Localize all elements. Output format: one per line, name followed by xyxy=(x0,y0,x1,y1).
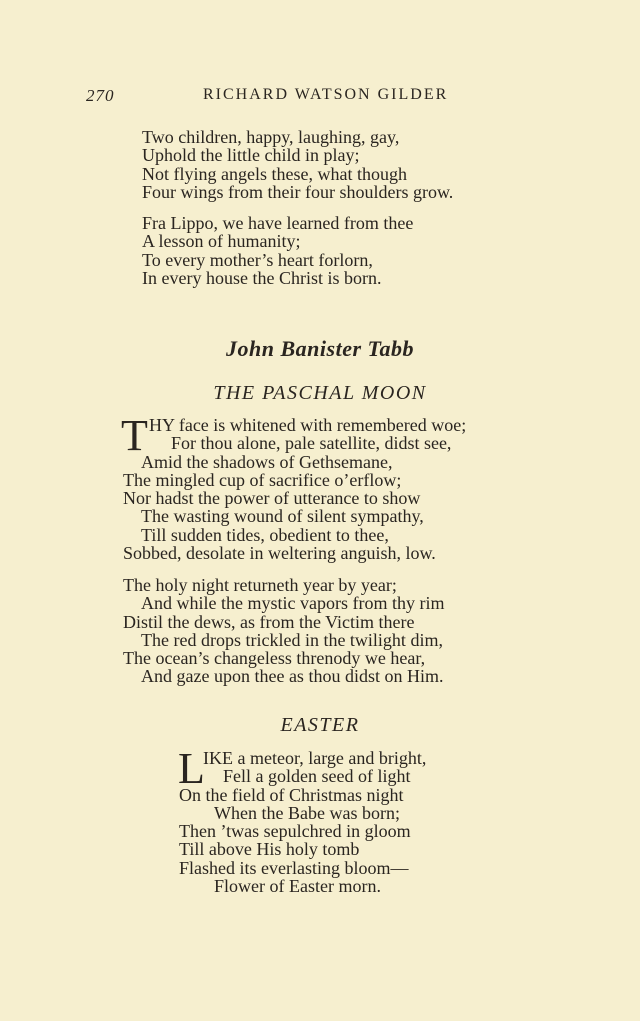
poem-line: The mingled cup of sacrifice o’erflow; xyxy=(123,469,402,490)
poem-line: The holy night returneth year by year; xyxy=(123,575,397,595)
drop-cap: T xyxy=(121,411,148,460)
page-number: 270 xyxy=(86,86,115,105)
poem-line: A lesson of humanity; xyxy=(142,231,301,252)
gilder-stanza-1 xyxy=(142,128,453,201)
poem-title-easter: EASTER xyxy=(280,714,360,736)
poem-line: Then ’twas sepulchred in gloom xyxy=(179,821,411,842)
poem-line: Distil the dews, as from the Victim there xyxy=(123,611,415,632)
poem-line: Nor hadst the power of utterance to show xyxy=(123,488,421,509)
poem-line: Sobbed, desolate in weltering anguish, low. xyxy=(123,543,436,564)
poem-line: Till above His holy tomb xyxy=(179,839,360,860)
poem-line: Not flying angels these, what though xyxy=(142,163,407,184)
poem-line: Amid the shadows of Gethsemane, xyxy=(141,451,393,472)
easter-stanza xyxy=(178,744,427,897)
poem-line: Fell a golden seed of light xyxy=(223,766,411,787)
drop-cap: L xyxy=(178,744,205,793)
poem-line: Fra Lippo, we have learned from thee xyxy=(142,213,414,233)
poem-line: And gaze upon thee as thou didst on Him. xyxy=(141,666,444,687)
paschal-stanza-1 xyxy=(121,411,467,564)
running-head: RICHARD WATSON GILDER xyxy=(203,86,449,103)
poem-line: The wasting wound of silent sympathy, xyxy=(141,506,424,527)
poem-line: To every mother’s heart forlorn, xyxy=(142,249,373,270)
poem-line: Flower of Easter morn. xyxy=(214,876,381,897)
poem-line: When the Babe was born; xyxy=(214,802,400,823)
poem-line: IKE a meteor, large and bright, xyxy=(203,748,427,768)
gilder-stanza-2 xyxy=(142,214,413,287)
poem-line: In every house the Christ is born. xyxy=(142,267,382,288)
poem-line: The ocean’s changeless threnody we hear, xyxy=(123,648,426,669)
poem-title-paschal-moon: THE PASCHAL MOON xyxy=(213,382,427,404)
poem-line: Flashed its everlasting bloom— xyxy=(179,857,409,878)
poem-line: Two children, happy, laughing, gay, xyxy=(142,127,400,147)
poem-line: HY face is whitened with remembered woe; xyxy=(149,415,467,435)
author-heading: John Banister Tabb xyxy=(226,336,414,361)
poem-line: For thou alone, pale satellite, didst see, xyxy=(171,433,452,454)
poem-line: Till sudden tides, obedient to thee, xyxy=(141,524,389,545)
poem-line: The red drops trickled in the twilight dim, xyxy=(141,629,443,650)
poem-line: Uphold the little child in play; xyxy=(142,145,360,166)
poem-line: Four wings from their four shoulders grow. xyxy=(142,181,454,202)
poem-line: On the field of Christmas night xyxy=(179,784,404,805)
paschal-stanza-2 xyxy=(123,576,444,686)
poem-line: And while the mystic vapors from thy rim xyxy=(141,593,445,614)
